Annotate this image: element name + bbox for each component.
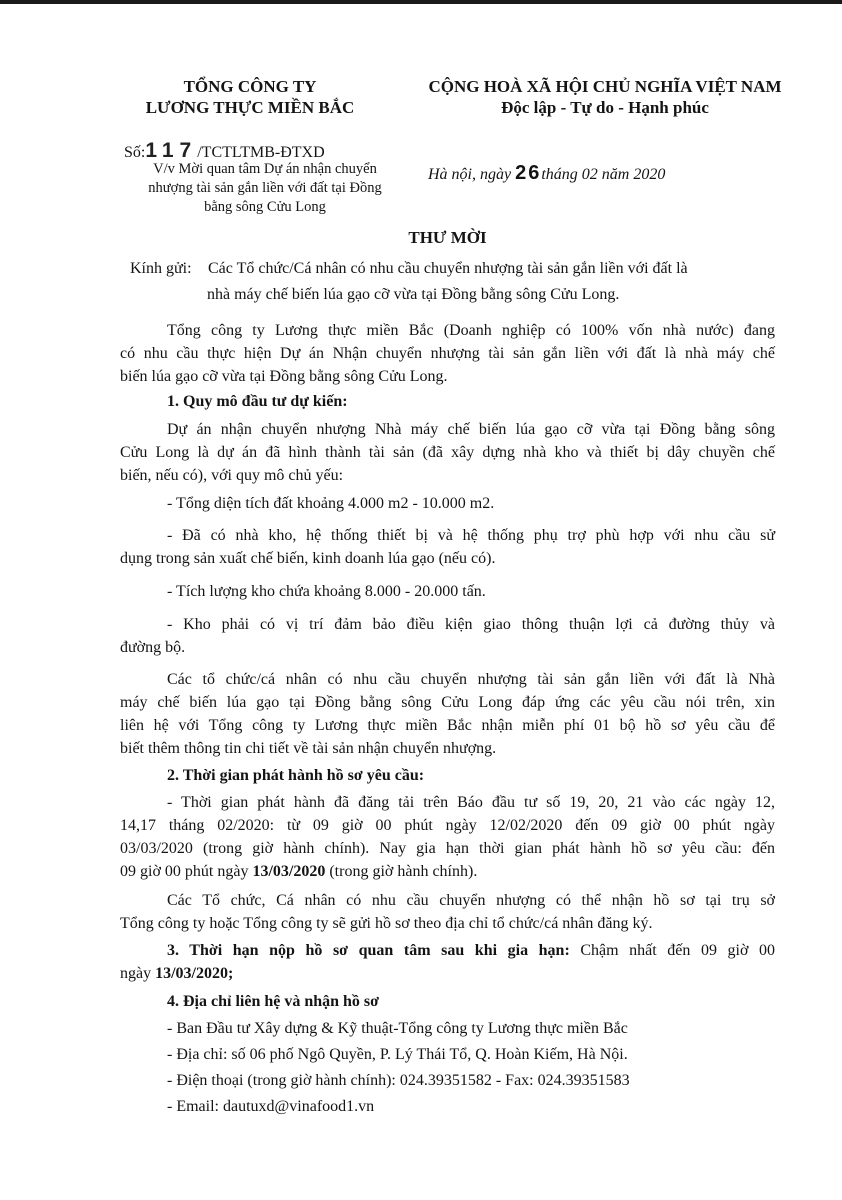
subject-line: nhượng tài sản gắn liền với đất tại Đồng [148,180,382,196]
date-prefix: Hà nội, ngày [428,166,516,183]
section2-line: 14,17 tháng 02/2020: từ 09 giờ 00 phút ngày 12/02/2020 đến 09 giờ 00 phút ngày [120,817,775,834]
receive-line: Các Tổ chức, Cá nhân có nhu cầu chuyển nhượng có thể nhận hồ sơ tại trụ sở [167,892,775,909]
intro-line: có nhu cầu thực hiện Dự án Nhận chuyển nhượng tài sản gắn liền với đất là nhà máy chế [120,345,775,362]
contact-department: - Ban Đầu tư Xây dựng & Kỹ thuật-Tổng công ty Lương thực miền Bắc [167,1020,628,1037]
invitation-line: máy chế biến lúa gạo tại Đồng bằng sông Cửu Long đáp ứng các yêu cầu nói trên, xin [120,694,775,711]
document-subject [125,160,405,217]
section2-heading: 2. Thời gian phát hành hồ sơ yêu cầu: [167,767,425,784]
section1-para-line: biến, nếu có), với quy mô chủ yếu: [120,467,344,484]
intro-line: biến lúa gạo cỡ vừa tại Đồng bằng sông Cửu Long. [120,368,448,385]
org-name-line2: LƯƠNG THỰC MIỀN BẮC [145,98,355,117]
section2-line: - Thời gian phát hành đã đăng tải trên Báo đầu tư số 19, 20, 21 vào các ngày 12, [167,794,775,811]
document-date [428,162,665,185]
section3-text: Chậm nhất đến 09 giờ 00 [569,942,776,959]
scale-item-location-cont: đường bộ. [120,639,186,656]
nation-name: CỘNG HOÀ XÃ HỘI CHỦ NGHĨA VIỆT NAM [428,77,782,96]
top-border-rule [0,0,842,4]
scale-item-land-area: - Tổng diện tích đất khoảng 4.000 m2 - 10.000 m2. [167,495,495,512]
doc-no-suffix: /TCTLTMB-ĐTXD [197,144,325,161]
intro-line: Tổng công ty Lương thực miền Bắc (Doanh nghiệp có 100% vốn nhà nước) đang [167,322,775,339]
national-motto [395,76,815,118]
recipient-label: Kính gửi: [130,260,192,277]
scale-item-warehouse-cont: dụng trong sản xuất chế biến, kinh doanh lúa gạo (nếu có). [120,550,496,567]
contact-phone-fax: - Điện thoại (trong giờ hành chính): 024.39351582 - Fax: 024.39351583 [167,1072,630,1089]
section1-heading: 1. Quy mô đầu tư dự kiến: [167,393,348,410]
section1-para-line: Dự án nhận chuyển nhượng Nhà máy chế biến lúa gạo cỡ vừa tại Đồng bằng sông [167,421,775,438]
section4-heading: 4. Địa chỉ liên hệ và nhận hồ sơ [167,993,380,1010]
scale-item-warehouse: - Đã có nhà kho, hệ thống thiết bị và hệ thống phụ trợ phù hợp với nhu cầu sử [167,527,775,544]
scale-item-capacity: - Tích lượng kho chứa khoảng 8.000 - 20.000 tấn. [167,583,486,600]
extended-date: 13/03/2020 [252,863,326,880]
invitation-line: biết thêm thông tin chi tiết về tài sản nhận chuyển nhượng. [120,740,497,757]
recipient-text: Các Tổ chức/Cá nhân có nhu cầu chuyển nhượng tài sản gắn liền với đất là [208,260,688,277]
section3-line2 [120,964,775,984]
subject-line: bằng sông Cửu Long [204,199,326,215]
org-name-line1: TỔNG CÔNG TY [183,77,317,96]
date-day-handwritten: 26 [515,162,542,184]
section3-line2-pre: ngày [120,965,156,982]
invitation-line: liên hệ với Tổng công ty Lương thực miền Bắc nhận miễn phí 01 bộ hồ sơ yêu cầu để [120,717,775,734]
submission-deadline-date: 13/03/2020; [155,965,234,982]
subject-line: V/v Mời quan tâm Dự án nhận chuyển [153,161,377,177]
date-suffix: tháng 02 năm 2020 [541,166,666,183]
issuing-organization [120,76,380,118]
section1-para-line: Cửu Long là dự án đã hình thành tài sản (đã xây dựng nhà kho và thiết bị dây chuyền chế [120,444,775,461]
doc-no-handwritten: 117 [145,139,198,162]
scale-item-location: - Kho phải có vị trí đảm bảo điều kiện giao thông thuận lợi cả đường thủy và [167,616,775,633]
recipient-line2: nhà máy chế biến lúa gạo cỡ vừa tại Đồng bằng sông Cửu Long. [207,286,620,303]
section3-heading: 3. Thời hạn nộp hồ sơ quan tâm sau khi gia hạn: [167,942,570,959]
motto: Độc lập - Tự do - Hạnh phúc [501,98,709,117]
section3-line1 [167,941,775,961]
receive-line: Tổng công ty hoặc Tổng công ty sẽ gửi hồ sơ theo địa chỉ tổ chức/cá nhân đăng ký. [120,915,653,932]
section2-line4-post: (trong giờ hành chính). [325,863,478,880]
invitation-line: Các tổ chức/cá nhân có nhu cầu chuyển nhượng tài sản gắn liền với đất là Nhà [167,671,775,688]
contact-email: - Email: dautuxd@vinafood1.vn [167,1098,375,1115]
section2-line-extended-deadline [120,862,775,882]
contact-address: - Địa chỉ: số 06 phố Ngô Quyền, P. Lý Thái Tổ, Q. Hoàn Kiếm, Hà Nội. [167,1046,628,1063]
doc-no-prefix: Số: [124,144,146,161]
section2-line: 03/03/2020 (trong giờ hành chính). Nay gia hạn thời gian phát hành hồ sơ yêu cầu: đến [120,840,775,857]
recipient-line1 [120,259,775,279]
section2-line4-pre: 09 giờ 00 phút ngày [120,863,253,880]
letter-title: THƯ MỜI [408,228,487,247]
